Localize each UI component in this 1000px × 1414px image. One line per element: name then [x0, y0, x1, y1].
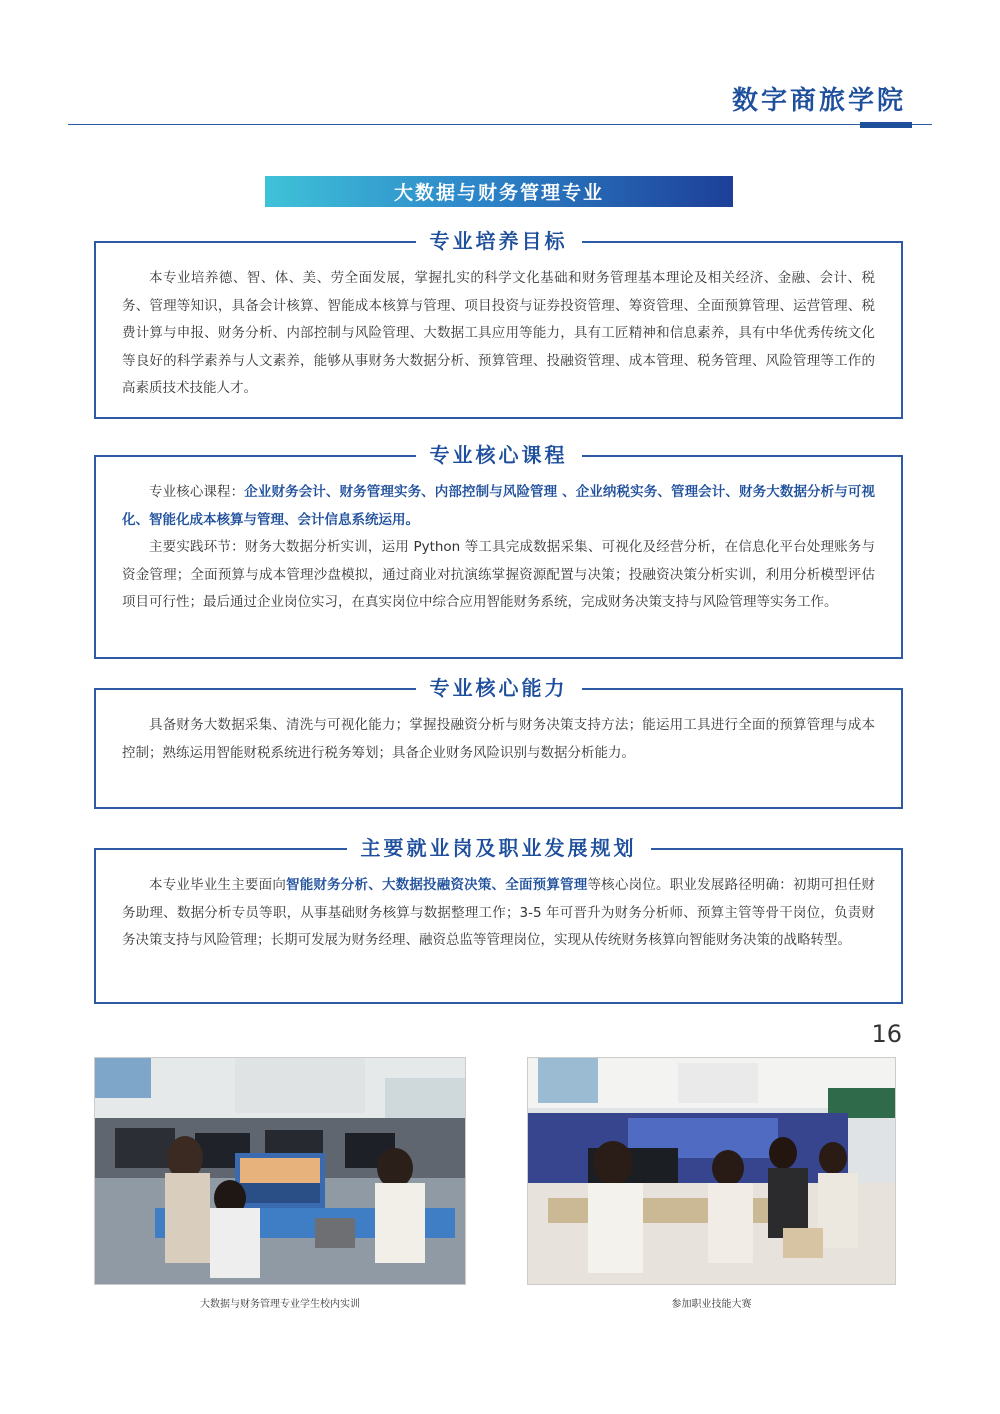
section-body — [96, 457, 901, 617]
competition-illustration — [528, 1058, 896, 1285]
section-title: 专业核心能力 — [416, 672, 582, 704]
courses-label: 专业核心课程： — [149, 484, 245, 500]
employment-suffix: 等核心岗位。职业发展路径明确：初期可担任财务助理、数据分析专员等职，从事基础财务核算与数据整理工作；3-5 年可晋升为财务分析师、预算主管等骨干岗位，负责财务决策支持与风险管理；长期可发展为财务经理、融资总监等管理岗位，实现从传统财务核算向智能财务决策的战略转型。 — [122, 877, 876, 948]
section-text: 本专业培养德、智、体、美、劳全面发展，掌握扎实的科学文化基础和财务管理基本理论及相关经济、金融、会计、税务、管理等知识，具备会计核算、智能成本核算与管理、项目投资与证券投资管理、筹资管理、全面预算管理、运营管理、税费计算与申报、财务分析、内部控制与风险管理、大数据工具应用等能力，具有工匠精神和信息素养，具有中华优秀传统文化等良好的科学素养与人文素养，能够从事财务大数据分析、预算管理、投融资管理、成本管理、税务管理、风险管理等工作的高素质技术技能人才。 — [122, 270, 875, 396]
classroom-illustration — [95, 1058, 466, 1285]
section-training-goal — [94, 229, 903, 419]
section-core-abilities — [94, 676, 903, 809]
section-title: 专业培养目标 — [416, 225, 582, 257]
core-courses-paragraph — [122, 479, 875, 534]
employment-prefix: 本专业毕业生主要面向 — [149, 877, 287, 893]
photo-campus-training — [94, 1057, 466, 1285]
page-number: 16 — [871, 1020, 902, 1048]
practice-text: 财务大数据分析实训，运用 Python 等工具完成数据采集、可视化及经营分析，在信息化平台处理账务与资金管理；全面预算与成本管理沙盘模拟，通过商业对抗演练掌握资源配置与决策；投融资决策分析实训，利用分析模型评估项目可行性；最后通过企业岗位实习，在真实岗位中综合应用智能财务系统，完成财务决策支持与风险管理等实务工作。 — [122, 539, 875, 610]
practice-paragraph — [122, 534, 875, 617]
caption-campus-training: 大数据与财务管理专业学生校内实训 — [200, 1299, 360, 1310]
section-body — [96, 850, 901, 955]
section-title: 专业核心课程 — [416, 439, 582, 471]
section-text: 具备财务大数据采集、清洗与可视化能力；掌握投融资分析与财务决策支持方法；能运用工具进行全面的预算管理与成本控制；熟练运用智能财税系统进行税务筹划；具备企业财务风险识别与数据分析能力。 — [122, 717, 875, 761]
header-accent-bar — [860, 122, 912, 128]
caption-skills-competition: 参加职业技能大赛 — [671, 1299, 752, 1310]
photo-skills-competition — [527, 1057, 896, 1285]
practice-label: 主要实践环节： — [149, 539, 245, 555]
section-body — [96, 243, 901, 403]
major-title-banner: 大数据与财务管理专业 — [265, 176, 733, 207]
employment-highlight: 智能财务分析、大数据投融资决策、全面预算管理 — [286, 877, 588, 893]
courses-list: 企业财务会计、财务管理实务、内部控制与风险管理 、企业纳税实务、管理会计、财务大数据分析与可视化、智能化成本核算与管理、会计信息系统运用。 — [122, 484, 875, 528]
header-divider — [68, 124, 932, 125]
section-core-courses — [94, 443, 903, 659]
section-title: 主要就业岗及职业发展规划 — [347, 832, 651, 864]
section-employment — [94, 836, 903, 1004]
employment-paragraph — [122, 872, 875, 955]
college-title: 数字商旅学院 — [731, 86, 906, 116]
